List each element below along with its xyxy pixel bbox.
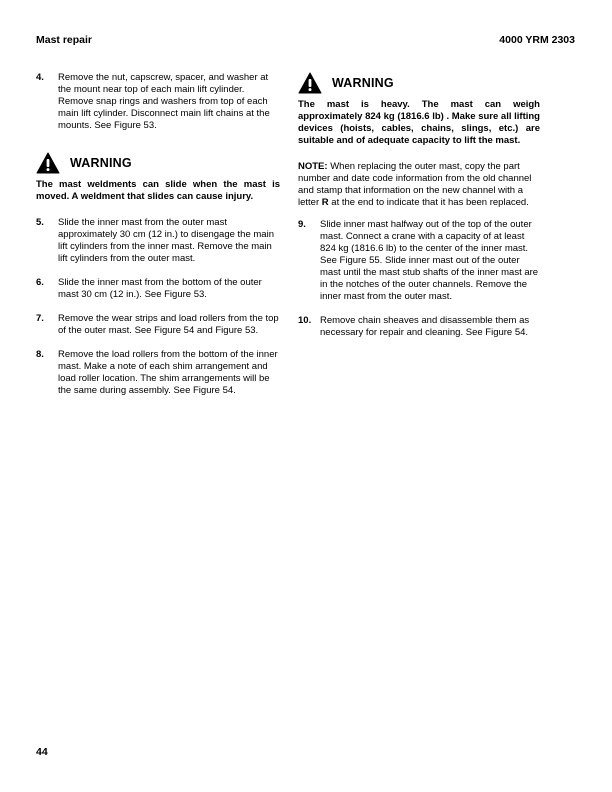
page-header-code: 4000 YRM 2303	[499, 34, 575, 46]
warning-block-heavy	[298, 72, 540, 147]
warning-title: WARNING	[70, 156, 132, 170]
note-letter: R	[321, 197, 329, 208]
step-7	[36, 313, 280, 337]
step-4	[36, 72, 280, 132]
page-header-section: Mast repair	[36, 34, 93, 46]
step-text: Remove the load rollers from the bottom of the inner mast. Make a note of each shim arrangement and load roller location. The shim arrangements will be the same during assembly. See Figure 54.	[58, 349, 278, 396]
step-number: 5.	[36, 217, 44, 228]
note-text-after: at the end to indicate that it has been replaced.	[328, 197, 529, 208]
note-paragraph	[298, 161, 540, 209]
warning-heading	[36, 152, 280, 174]
step-number: 8.	[36, 349, 44, 360]
step-text: Remove the wear strips and load rollers from the top of the outer mast. See Figure 54 and Figure 53.	[58, 313, 279, 336]
step-number: 9.	[298, 219, 306, 230]
step-5	[36, 217, 280, 265]
step-8	[36, 349, 280, 397]
step-number: 4.	[36, 72, 44, 83]
step-text: Slide inner mast halfway out of the top of the outer mast. Connect a crane with a capacity of at least 824 kg (1816.6 lb) to the center of the inner mast. See Figure 55. Slide inner mast out of the outer mast until the mast stub shafts of the inner mast are in the notches of the outer channels. Remove the inner mast from the outer mast.	[320, 219, 539, 302]
step-10	[298, 315, 540, 339]
step-text: Slide the inner mast from the bottom of the outer mast 30 cm (12 in.). See Figure 53.	[58, 277, 262, 300]
step-text: Slide the inner mast from the outer mast approximately 30 cm (12 in.) to disengage the main lift cylinders from the inner mast. Remove the main lift cylinders from the outer mast.	[58, 217, 274, 264]
step-number: 10.	[298, 315, 312, 326]
warning-title: WARNING	[332, 76, 394, 90]
step-text: Remove the nut, capscrew, spacer, and washer at the mount near top of each main lift cylinder. Remove snap rings and washers from top of each main lift cylinder. Disconnect main lift chains at the mounts. See Figure 53.	[58, 72, 270, 131]
step-text: Remove chain sheaves and disassemble them as necessary for repair and cleaning. See Figure 54.	[320, 315, 530, 338]
right-column	[298, 72, 540, 351]
step-number: 6.	[36, 277, 44, 288]
page-number: 44	[36, 746, 48, 758]
warning-triangle-icon	[298, 72, 322, 94]
warning-heading	[298, 72, 540, 94]
note-label: NOTE:	[298, 161, 328, 172]
step-number: 7.	[36, 313, 44, 324]
warning-triangle-icon	[36, 152, 60, 174]
warning-text: The mast is heavy. The mast can weigh approximately 824 kg (1816.6 lb) . Make sure all lifting devices (hoists, cables, chains, slings, etc.) are suitable and of adequate capacity to lift the mast.	[298, 99, 540, 146]
warning-block-slide	[36, 152, 280, 203]
step-9	[298, 219, 540, 303]
step-6	[36, 277, 280, 301]
left-column	[36, 72, 280, 409]
note-text-before: When replacing the outer mast, copy the part number and date code information from the old channel and stamp that information on the new channel with a letter	[298, 161, 532, 208]
warning-text: The mast weldments can slide when the mast is moved. A weldment that slides can cause injury.	[36, 179, 280, 202]
